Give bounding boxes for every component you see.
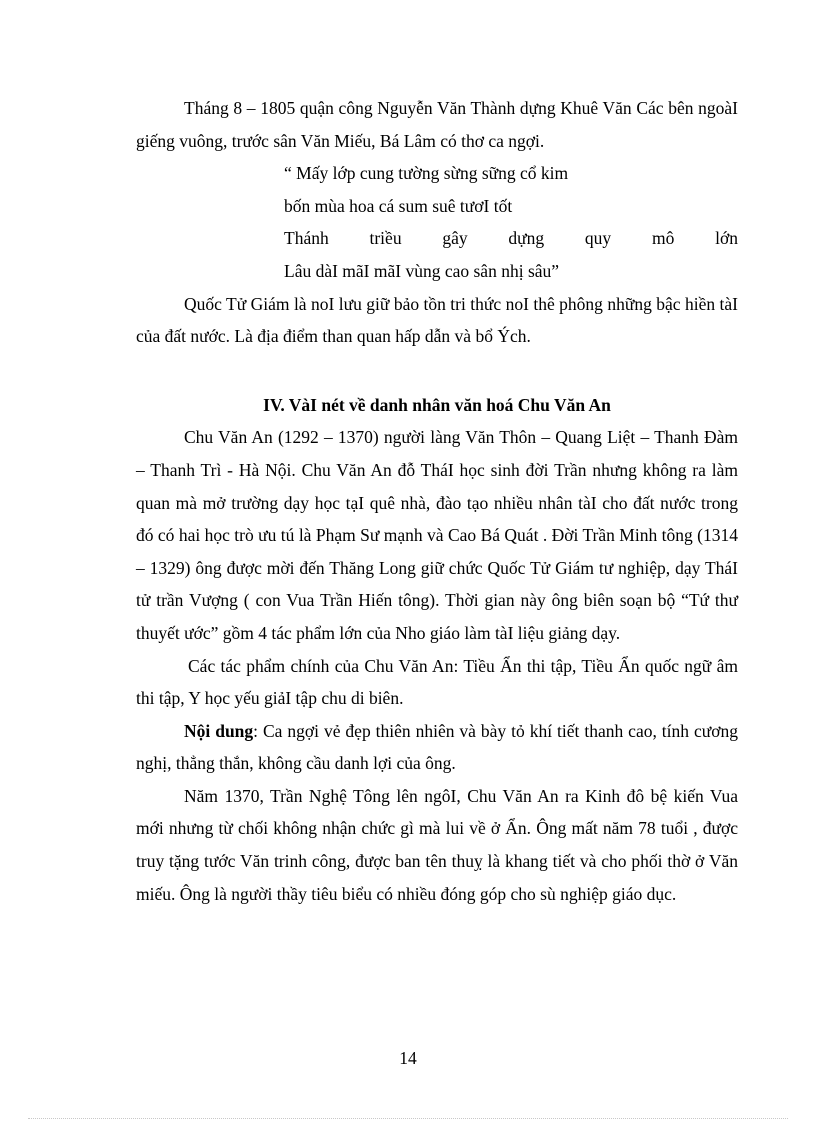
paragraph-biography: Chu Văn An (1292 – 1370) người làng Văn Thôn – Quang Liệt – Thanh Đàm – Thanh Trì - Hà Nội. Chu Văn An đỗ TháI học sinh đời Trần nhưng không ra làm quan mà mở trường dạy học tạI quê nhà, đào tạo nhiều nhân tàI cho đất nước trong đó có hai học trò ưu tú là Phạm Sư mạnh và Cao Bá Quát . Đời Trần Minh tông (1314 – 1329) ông được mời đến Thăng Long giữ chức Quốc Tử Giám tư nghiệp, dạy TháI tử trần Vượng ( con Vua Trần Hiến tông). Thời gian này ông biên soạn bộ “Tứ thư thuyết ước” gồm 4 tác phẩm lớn của Nho giáo làm tàI liệu giảng dạy. (136, 427, 738, 643)
content-text: : Ca ngợi vẻ đẹp thiên nhiên và bày tỏ khí tiết thanh cao, tính cương nghị, thẳng thắn, không cầu danh lợi của ông. (136, 720, 738, 774)
paragraph-quoc-tu-giam: Quốc Tử Giám là noI lưu giữ bảo tồn tri thức noI thê phông những bậc hiền tàI của đất nước. Là địa điểm than quan hấp dẫn và bổ Ých. (136, 293, 738, 347)
poem-line-2: bốn mùa hoa cá sum suê tươI tốt (284, 195, 513, 216)
poem-line-1: “ Mấy lớp cung tường sừng sững cổ kim (284, 163, 569, 184)
poem-line-3: Thánh triều gây dựng quy mô lớn (284, 228, 738, 249)
page-bottom-divider (28, 1118, 788, 1119)
paragraph-works: Các tác phẩm chính của Chu Văn An: Tiều Ẩn thi tập, Tiều Ẩn quốc ngữ âm thi tập, Y học yếu giảI tập chu di biên. (136, 655, 738, 709)
poem-line-4: Lâu dàI mãI mãI vùng cao sân nhị sâu” (284, 260, 560, 281)
body-text (136, 92, 738, 910)
page-number: 14 (399, 1048, 417, 1068)
paragraph-khue-van-cac: Tháng 8 – 1805 quận công Nguyễn Văn Thành dựng Khuê Văn Các bên ngoàI giếng vuông, trước sân Văn Miếu, Bá Lâm có thơ ca ngợi. (136, 98, 738, 151)
paragraph-later-life: Năm 1370, Trần Nghệ Tông lên ngôI, Chu Văn An ra Kinh đô bệ kiến Vua mới nhưng từ chối không nhận chức gì mà lui về ở Ẩn. Ông mất năm 78 tuổi , được truy tặng tước Văn trinh công, được ban tên thuỵ là khang tiết và cho phối thờ ở Văn miếu. Ông là người thầy tiêu biểu có nhiều đóng góp cho sù nghiệp giáo dục. (136, 785, 738, 904)
content-label: Nội dung (184, 720, 254, 741)
poem (284, 157, 738, 287)
section-spacer (136, 353, 738, 389)
section-heading: IV. VàI nét về danh nhân văn hoá Chu Văn An (263, 394, 611, 415)
paragraph-content (136, 715, 738, 780)
